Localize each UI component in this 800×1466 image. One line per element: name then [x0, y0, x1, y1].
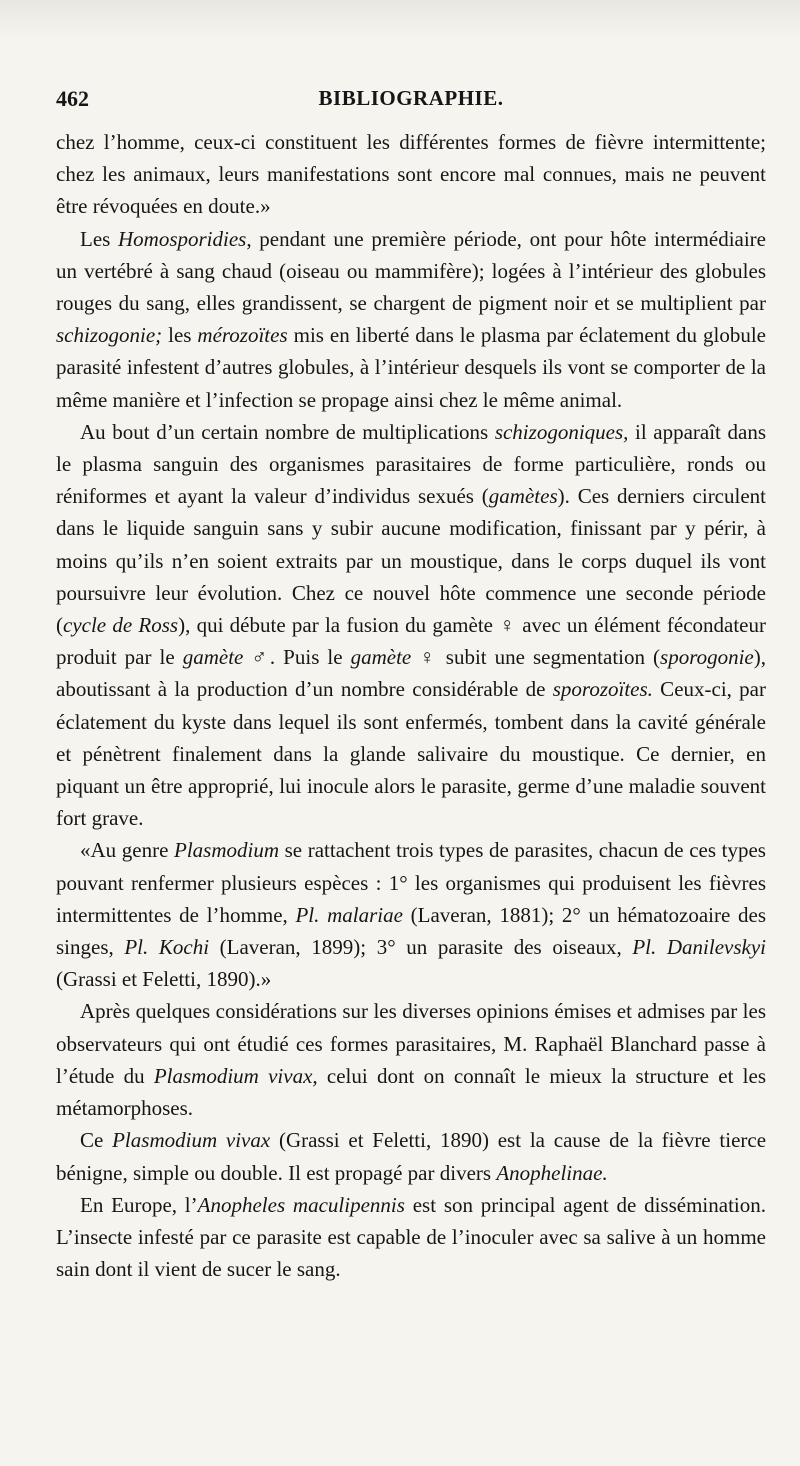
page-number: 462: [56, 86, 89, 111]
italic-term: Pl. Kochi: [124, 935, 210, 960]
italic-term: schizogonie;: [56, 323, 163, 348]
italic-term: sporogonie: [660, 645, 754, 670]
text-run: En Europe, l’: [80, 1192, 198, 1217]
text-run: Après quelques considérations sur les diverses opinions émises et admises par les observateurs qui ont étudié ces formes parasitaires, M. Raphaël Blanchard passe à l’étude du: [56, 999, 766, 1088]
italic-term: Anophelinae.: [496, 1160, 608, 1185]
body-text: [56, 126, 766, 1285]
paragraph-2: [56, 223, 766, 416]
italic-term: gamète: [182, 645, 244, 670]
text-run: ). Ces derniers circulent dans le liquide sanguin sans y subir aucune modification, finissant par y périr, à moins qu’ils n’en soient extraits par un moustique, dans le corps duquel ils vont poursuivre leur évolution. Chez ce nouvel hôte commence une seconde période (: [56, 484, 766, 638]
scan-shadow: [0, 0, 800, 40]
text-run: il apparaît dans le plasma sanguin des organismes parasitaires de forme particulière, ronds ou réniformes et ayant la valeur d’individus sexués (: [56, 419, 766, 509]
text-run: ♀ subit une segmentation (: [411, 645, 661, 670]
italic-term: Plasmodium: [174, 838, 280, 863]
paragraph-5: [56, 995, 766, 1124]
text-run: Ce: [80, 1128, 113, 1153]
text-run: se rattachent trois types de parasites, chacun de ces types pouvant renfermer plusieurs espèces : 1° les organismes qui produisent les fièvres intermittentes de l’homme,: [56, 838, 766, 927]
italic-term: gamète: [350, 645, 412, 670]
paragraph-7: [56, 1189, 766, 1286]
text-run: ♂. Puis le: [243, 645, 351, 670]
text-run: mis en liberté dans le plasma par éclatement du globule parasité infestent d’autres globules, à l’intérieur desquels ils vont se comporter de la même manière et l’infection se propage ainsi chez le même animal.: [56, 323, 766, 412]
text-run: (Laveran, 1899); 3° un parasite des oiseaux,: [209, 935, 633, 960]
italic-term: Plasmodium vivax,: [153, 1063, 318, 1088]
italic-term: Anopheles maculipennis: [197, 1192, 405, 1217]
italic-term: schizogoniques,: [494, 419, 629, 444]
text-run: (Grassi et Feletti, 1890).»: [56, 967, 272, 992]
text-run: Ceux-ci, par éclatement du kyste dans lequel ils sont enfermés, tombent dans la cavité générale et pénètrent finalement dans la glande salivaire du moustique. Ce dernier, en piquant un être approprié, lui inocule alors le parasite, germe d’une maladie souvent fort grave.: [56, 677, 766, 831]
text-run: celui dont on connaît le mieux la structure et les métamorphoses.: [56, 1063, 766, 1121]
text-run: Au bout d’un certain nombre de multiplications: [80, 419, 495, 444]
italic-term: Homosporidies: [118, 226, 247, 251]
text-run: chez l’homme, ceux-ci constituent les différentes formes de fièvre intermittente; chez les animaux, leurs manifestations sont encore mal connues, mais ne peuvent être révoquées en doute.»: [56, 130, 766, 219]
text-run: est son principal agent de dissémination. L’insecte infesté par ce parasite est capable de l’inoculer avec sa salive à un homme sain dont il vient de sucer le sang.: [56, 1192, 767, 1282]
running-title: BIBLIOGRAPHIE.: [318, 86, 504, 110]
italic-term: gamètes: [488, 484, 558, 509]
text-run: (Grassi et Feletti, 1890) est la cause de la fièvre tierce bénigne, simple ou double. Il est propagé par divers: [56, 1128, 767, 1185]
italic-term: Pl. Danilevskyi: [632, 935, 766, 960]
paragraph-4: [56, 834, 766, 995]
italic-term: sporozoïtes.: [552, 677, 653, 702]
paragraph-3: [56, 416, 766, 835]
book-page: [56, 86, 766, 1285]
text-run: ), aboutissant à la production d’un nombre considérable de: [56, 645, 766, 702]
paragraph-6: [56, 1124, 766, 1188]
italic-term: Plasmodium vivax: [112, 1128, 271, 1153]
text-run: (Laveran, 1881); 2° un hématozoaire des singes,: [56, 902, 766, 960]
text-run: Les: [80, 226, 118, 251]
text-run: , pendant une première période, ont pour hôte intermédiaire un vertébré à sang chaud (oiseau ou mammifère); logées à l’intérieur des globules rouges du sang, elles grandissent, se chargent de pigment noir et se multiplient par: [56, 226, 766, 316]
italic-term: cycle de Ross: [63, 613, 179, 638]
page-header: [56, 86, 766, 120]
text-run: les: [162, 323, 198, 348]
text-run: ), qui débute par la fusion du gamète ♀ avec un élément fécondateur produit par le: [56, 613, 766, 670]
italic-term: Pl. malariae: [295, 902, 403, 927]
paragraph-1: [56, 126, 766, 223]
text-run: «Au genre: [80, 838, 175, 863]
italic-term: mérozoïtes: [197, 323, 288, 348]
